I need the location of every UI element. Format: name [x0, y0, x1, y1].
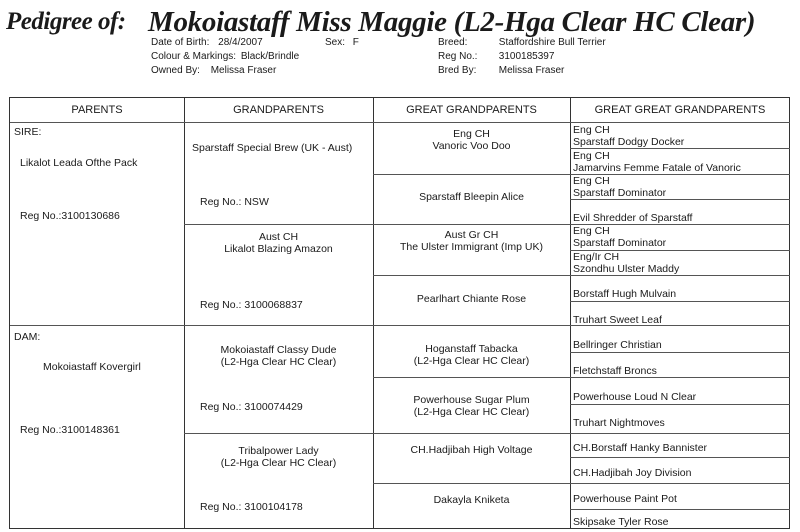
- pedigree-label: Pedigree of:: [6, 8, 126, 35]
- bred-row: [438, 65, 564, 76]
- header-divider: [10, 122, 790, 123]
- great-grandparent-title: Aust Gr CH: [444, 229, 499, 241]
- gp-divider: [184, 224, 790, 225]
- dam-label: DAM:: [14, 331, 41, 343]
- great-great-grandparent-name: Bellringer Christian: [573, 339, 662, 351]
- sex-row: [325, 37, 359, 48]
- gggp-divider: [570, 301, 790, 302]
- great-great-grandparent-title: Eng/Ir CH: [573, 251, 620, 263]
- sire-label: SIRE:: [14, 126, 42, 138]
- sex-value: F: [352, 37, 359, 48]
- sire-dam-divider: [10, 325, 790, 326]
- col-header-grandparents: GRANDPARENTS: [233, 104, 324, 116]
- great-great-grandparent-name: Skipsake Tyler Rose: [573, 516, 669, 528]
- dob-row: [151, 37, 263, 48]
- great-great-grandparent-name: Sparstaff Dodgy Docker: [573, 136, 685, 148]
- great-grandparent-name: Hoganstaff Tabacka: [425, 343, 518, 355]
- dob-label: Date of Birth:: [151, 37, 210, 48]
- gggp-divider: [570, 457, 790, 458]
- owner-row: [151, 65, 276, 76]
- great-great-grandparent-name: Jamarvins Femme Fatale of Vanoric: [573, 162, 741, 174]
- reg-value: 3100185397: [498, 51, 555, 62]
- great-great-grandparent-name: Fletchstaff Broncs: [573, 365, 657, 377]
- gggp-divider: [570, 199, 790, 200]
- great-great-grandparent-name: Sparstaff Dominator: [573, 187, 667, 199]
- great-grandparent-health: (L2-Hga Clear HC Clear): [413, 406, 530, 418]
- great-great-grandparent-name: Evil Shredder of Sparstaff: [573, 212, 693, 224]
- ggp-divider: [373, 377, 790, 378]
- reg-label: Reg No.:: [438, 51, 478, 62]
- gp-divider: [184, 433, 790, 434]
- colour-value: Black/Brindle: [240, 51, 300, 62]
- great-grandparent-name: Dakayla Kniketa: [433, 494, 510, 506]
- dam-name: Mokoiastaff Kovergirl: [43, 361, 141, 373]
- great-great-grandparent-name: Sparstaff Dominator: [573, 237, 667, 249]
- great-great-grandparent-title: Eng CH: [573, 124, 610, 136]
- great-grandparent-name: Pearlhart Chiante Rose: [416, 293, 527, 305]
- grandparent-reg: Reg No.: 3100074429: [200, 401, 303, 413]
- great-grandparent-health: (L2-Hga Clear HC Clear): [413, 355, 530, 367]
- column-divider: [570, 98, 571, 528]
- breed-value: Staffordshire Bull Terrier: [498, 37, 606, 48]
- gggp-divider: [570, 352, 790, 353]
- grandparent-title: Aust CH: [258, 231, 299, 243]
- great-great-grandparent-name: Borstaff Hugh Mulvain: [573, 288, 677, 300]
- great-great-grandparent-name: Powerhouse Paint Pot: [573, 493, 677, 505]
- great-great-grandparent-name: CH.Hadjibah Joy Division: [573, 467, 692, 479]
- great-great-grandparent-title: Eng CH: [573, 150, 610, 162]
- dob-value: 28/4/2007: [218, 37, 263, 48]
- ggp-divider: [373, 275, 790, 276]
- colour-row: [151, 51, 299, 62]
- pedigree-header: [0, 0, 800, 95]
- great-great-grandparent-name: Truhart Nightmoves: [573, 417, 665, 429]
- great-great-grandparent-title: Eng CH: [573, 225, 610, 237]
- great-grandparent-name: Sparstaff Bleepin Alice: [419, 191, 524, 203]
- dam-reg: Reg No.:3100148361: [20, 424, 120, 436]
- great-grandparent-name: CH.Hadjibah High Voltage: [410, 444, 533, 456]
- great-great-grandparent-name: Truhart Sweet Leaf: [573, 314, 662, 326]
- column-divider: [373, 98, 374, 528]
- grandparent-name: Mokoiastaff Classy Dude: [220, 344, 337, 356]
- dog-name-title: Mokoiastaff Miss Maggie (L2-Hga Clear HC Clear): [148, 6, 756, 38]
- great-great-grandparent-name: CH.Borstaff Hanky Bannister: [573, 442, 708, 454]
- grandparent-reg: Reg No.: 3100068837: [200, 299, 303, 311]
- reg-row: [438, 51, 554, 62]
- col-header-great-grandparents: GREAT GRANDPARENTS: [406, 104, 537, 116]
- owner-value: Melissa Fraser: [210, 65, 277, 76]
- great-great-grandparent-title: Eng CH: [573, 175, 610, 187]
- owner-label: Owned By:: [151, 65, 200, 76]
- grandparent-name: Sparstaff Special Brew (UK - Aust): [192, 142, 353, 154]
- great-grandparent-name: Powerhouse Sugar Plum: [413, 394, 530, 406]
- great-great-grandparent-name: Szondhu Ulster Maddy: [573, 263, 680, 275]
- sire-name: Likalot Leada Ofthe Pack: [20, 157, 138, 169]
- col-header-parents: PARENTS: [71, 104, 123, 116]
- grandparent-name: Likalot Blazing Amazon: [224, 243, 333, 255]
- grandparent-health: (L2-Hga Clear HC Clear): [220, 457, 337, 469]
- col-header-great-great-grandparents: GREAT GREAT GRANDPARENTS: [594, 104, 766, 116]
- great-great-grandparent-name: Powerhouse Loud N Clear: [573, 391, 697, 403]
- gggp-divider: [570, 148, 790, 149]
- breed-row: [438, 37, 606, 48]
- gggp-divider: [570, 404, 790, 405]
- great-grandparent-title: Eng CH: [453, 128, 490, 140]
- colour-label: Colour & Markings:: [151, 51, 237, 62]
- grandparent-reg: Reg No.: NSW: [200, 196, 269, 208]
- great-grandparent-name: Vanoric Voo Doo: [432, 140, 511, 152]
- grandparent-health: (L2-Hga Clear HC Clear): [220, 356, 337, 368]
- breed-label: Breed:: [438, 37, 468, 48]
- sex-label: Sex:: [325, 37, 346, 48]
- grandparent-reg: Reg No.: 3100104178: [200, 501, 303, 513]
- bred-label: Bred By:: [438, 65, 477, 76]
- great-grandparent-name: The Ulster Immigrant (Imp UK): [400, 241, 543, 253]
- gggp-divider: [570, 509, 790, 510]
- grandparent-name: Tribalpower Lady: [238, 445, 319, 457]
- ggp-divider: [373, 483, 790, 484]
- sire-reg: Reg No.:3100130686: [20, 210, 120, 222]
- pedigree-table: [9, 97, 790, 529]
- bred-value: Melissa Fraser: [498, 65, 565, 76]
